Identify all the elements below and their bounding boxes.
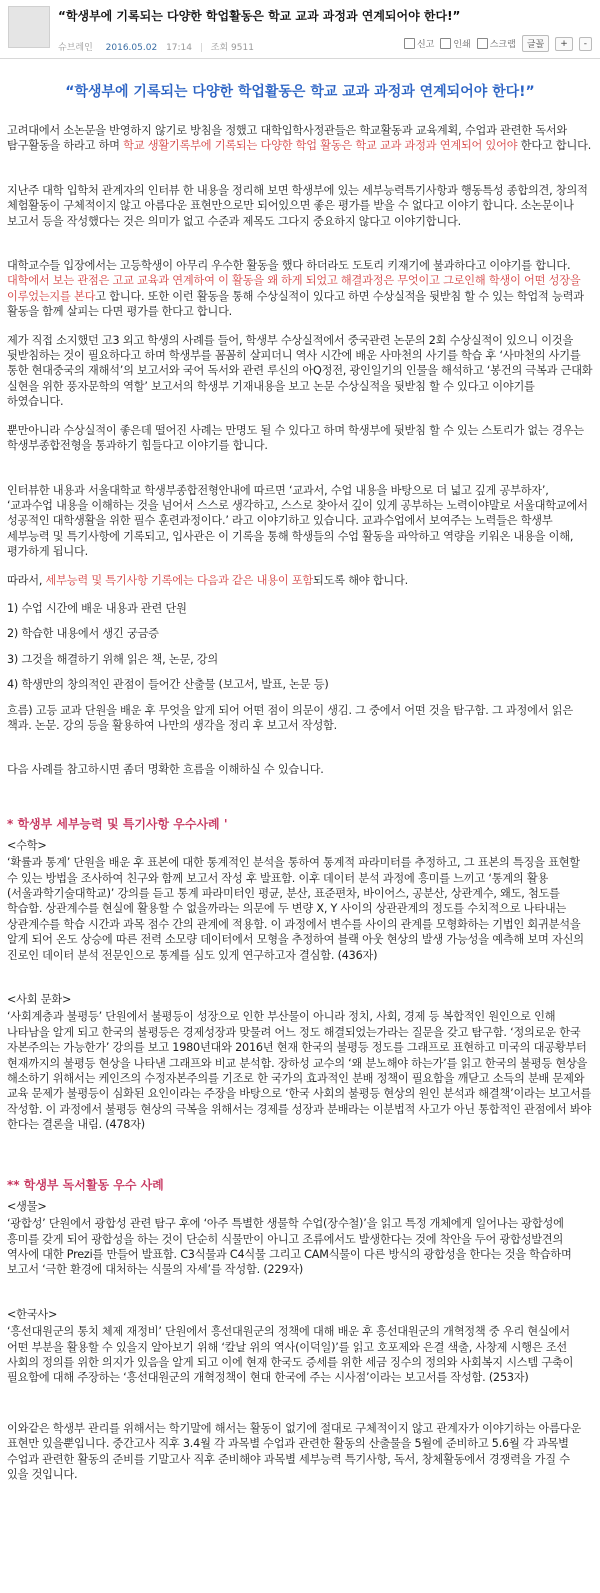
font-select-button[interactable]: 글꼴 (522, 35, 549, 52)
example-biology: ‘광합성’ 단원에서 광합성 관련 탐구 후에 ‘아주 특별한 생물학 수업(장수철)’을 읽고 특정 개체에게 일어나는 광합성에 흥미를 갖게 되어 광합성을 하는 것이 단순히 식물만이 아니고 조류에서도 발생한다는 것에 착안을 두어 광합성발견의 역사에 대한 Prezi를 만들어 발표함. C3식물과 C4식물 그리고 CAM식물이 다른 방식의 광합성을 한다는 것을 학습하며 보고서 ‘극한 환경에 대처하는 식물의 자세’를 작성함. (229자) (7, 1217, 572, 1277)
subject-label-social: <사회 문화> (7, 993, 72, 1007)
list-item: 1) 수업 시간에 배운 내용과 관련 단원 (7, 601, 187, 615)
subject-label-biology: <생물> (7, 1199, 47, 1213)
scrap-button[interactable] (477, 37, 516, 50)
text: 따라서, (7, 573, 46, 587)
paragraph-therefore (7, 573, 593, 588)
font-decrease-button[interactable]: - (579, 37, 592, 51)
text: 고려대에서 소논문을 반영하지 않기로 방침을 정했고 대학입학사정관들은 학교활동과 교육계획, 수업과 관련한 독서와 탐구활동을 하라고 하며 (7, 124, 568, 153)
author-name[interactable]: 슈브레인 (58, 43, 93, 53)
report-button[interactable] (404, 37, 434, 50)
example-social: ‘사회계층과 불평등’ 단원에서 불평등이 성장으로 인한 부산물이 아니라 정치, 사회, 경제 등 복합적인 원인으로 인해 나타남을 알게 되고 한국의 불평등은 경제성장과 맞물려 어느 정도 해결되었는가라는 질문을 갖고 탐구함. ‘정의로운 한국 자본주의는 가능한가’ 강의를 보고 1980년대와 2016년 현재 한국의 불평등 정도를 그래프로 표현하고 미국의 대공황부터 현재까지의 불평등 현상을 나타낸 그래프와 비교 분석함. 장하성 교수의 ‘왜 분노해야 하는가’를 읽고 한국의 불평등 현상을 해소하기 위해서는 케인즈의 수정자본주의를 기조로 한 국가의 효과적인 분배 정책이 필요함을 깨닫고 소득의 분배 문제와 교육 문제가 불평등이 심화된 요인이라는 주장을 바탕으로 ‘한국 사회의 불평등 현상의 원인 분석과 해결책’이라는 보고서를 작성함. 이 과정에서 불평등 현상의 극복을 위해서는 경제를 성장과 분배라는 이분법적 사고가 아닌 통합적인 관점에서 봐야 한다는 결론을 내림. (478자) (7, 1010, 592, 1132)
report-label: 신고 (416, 40, 435, 50)
print-button[interactable] (440, 37, 470, 50)
paragraph-interview: 지난주 대학 입학처 관계자의 인터뷰 한 내용을 정리해 보면 학생부에 있는 세부능력특기사항과 행동특성 종합의견, 창의적 체험활동이 구체적이지 않고 아름다운 표현만으로만 되어있으면 좋은 평가를 받을 수 없다고 이야기 합니다. 소논문이나 보고서 등을 작성했다는 것은 의미가 없고 수준과 제목도 그다지 중요하지 않다고 이야기합니다. (7, 183, 588, 228)
post-meta (58, 40, 254, 53)
text: 대학교수들 입장에서는 고등학생이 아무리 우수한 활동을 했다 하더라도 도토리 키재기에 불과하다고 이야기를 합니다. (7, 259, 571, 273)
print-icon (440, 38, 451, 49)
list-item: 2) 학습한 내용에서 생긴 궁금증 (7, 627, 159, 641)
post-title: “학생부에 기록되는 다양한 학업활동은 학교 교과 과정과 연계되어야 한다!” (58, 9, 461, 23)
scrap-label: 스크랩 (489, 40, 516, 50)
post-header (0, 0, 600, 59)
paragraph-case-study: 제가 직접 소지했던 고3 외고 학생의 사례를 들어, 학생부 수상실적에서 중국관련 논문의 2회 수상실적이 있으니 이것을 뒷받침하는 것이 필요하다고 하며 학생부를 꼼꼼히 살피더니 역사 시간에 배운 사마천의 사기를 학습 후 ‘사마천의 사기를 통한 현대중국의 재해석’의 보고서와 국어 독서와 관련 루신의 아Q정전, 광인일기의 인물을 해석하고 ‘봉건의 극복과 근대화 실현을 위한 풍자문학의 역할’ 보고서의 학생부 기재내용을 보고 논문 수상실적을 뒷받침 할 수 있다고 이야기를 하였습니다. (7, 333, 593, 409)
text: 한다고 합니다. (517, 139, 592, 153)
subject-label-math: <수학> (7, 838, 47, 852)
list-item: 4) 학생만의 창의적인 관점이 들어간 산출물 (보고서, 발표, 논문 등) (7, 678, 329, 692)
list-item: 3) 그것을 해결하기 위해 읽은 책, 논문, 강의 (7, 652, 219, 666)
section-title-reading-examples: ** 학생부 독서활동 우수 사례 (7, 1177, 164, 1192)
text: 고 합니다. 또한 이런 활동을 통해 수상실적이 있다고 하면 수상실적을 뒷받침 할 수 있는 학업적 능력과 활동을 함께 살피는 다면 평가를 한다고 합니다. (7, 289, 584, 319)
post-date: 2016.05.02 (105, 43, 158, 53)
highlight-text: 대학에서 보는 관점은 고교 교육과 연계하여 이 활동을 왜 하게 되었고 해결과정은 무엇이고 그로인해 학생이 어떤 성장을 이루었는지를 본다 (7, 274, 581, 303)
paragraph-snu-guide: 인터뷰한 내용과 서울대학교 학생부종합전형안내에 따르면 ‘교과서, 수업 내용을 바탕으로 더 넓고 깊게 공부하자’, ‘교과수업 내용을 이해하는 것을 넘어서 스스로 생각하고, 스스로 찾아서 깊이 있게 공부하는 노력이야말로 서울대학교에서 성공적인 대학생활을 위한 필수 훈련과정이다.’ 라고 이야기하고 있습니다. 교과수업에서 보여주는 노력들은 학생부 세부능력 및 특기사항에 기록되고, 입사관은 이 기록을 통해 학생들의 수업 활동을 파악하고 역량을 키워온 내용을 이해, 평가하게 됩니다. (7, 483, 588, 559)
section-title-detail-examples: * 학생부 세부능력 및 특기사항 우수사례 ' (7, 816, 228, 831)
article-headline: “학생부에 기록되는 다양한 학업활동은 학교 교과 과정과 연계되어야 한다!” (65, 84, 535, 100)
post-body (0, 81, 600, 1482)
scrap-icon (477, 38, 488, 49)
print-label: 인쇄 (453, 40, 471, 50)
meta-divider: | (199, 43, 203, 53)
paragraph-story: 뿐만아니라 수상실적이 좋은데 떨어진 사례는 만명도 될 수 있다고 하며 학생부에 뒷받침 할 수 있는 스토리가 없는 경우는 학생부종합전형을 통과하기 힘들다고 이야기를 합니다. (7, 423, 584, 453)
subject-label-history: <한국사> (7, 1307, 58, 1321)
example-math: ‘확률과 통계’ 단원을 배운 후 표본에 대한 통계적인 분석을 통하여 통계적 파라미터를 추정하고, 그 표본의 특징을 표현할 수 있는 방법을 조사하여 친구와 함께 보고서 작성 후 발표함. 이후 데이터 분석 과정에 흥미를 느끼고 ‘통계의 활용(서울과학기술대학교)’ 강의를 듣고 통계 파라미터인 평균, 분산, 표준편차, 바이어스, 공분산, 상관계수, 왜도, 첨도를 학습함. 상관계수를 현실에 활용할 수 없을까라는 의문에 두 변량 X, Y 사이의 상관관계의 정도를 수치적으로 나타내는 상관계수를 학습 시간과 과목 점수 간의 관계에 적용함. 이 과정에서 변수를 사이의 관계를 모형화하는 기법인 회귀분석을 알게 되어 온도 상승에 따른 전력 소모량 데이터에서 모형을 추정하여 블랙 아웃 현상의 발생 가능성을 예측해 보며 자신의 진로인 데이터 분석 전문인으로 통계를 심도 있게 연구하고자 결심함. (436자) (7, 856, 584, 962)
paragraph-professors (7, 258, 593, 320)
paragraph-refer: 다음 사례를 참고하시면 좀더 명확한 흐름을 이해하실 수 있습니다. (7, 763, 324, 777)
example-history: ‘흥선대원군의 통치 체제 재정비’ 단원에서 흥선대원군의 정책에 대해 배운 후 흥선대원군의 개혁정책 중 우리 현실에서 어떤 부분을 활용할 수 있을지 알아보기 위해 ‘칼날 위의 역사(이덕일)’를 읽고 호포제와 은결 색출, 사창제 시행은 조선 사회의 정의를 위한 의지가 있음을 알게 되고 이에 현재 한국도 증세를 위한 세금 징수의 정의와 사회복지 시스템 구축이 필요함에 대해 주장하는 ‘흥선대원군의 개혁정책이 현대 한국에 주는 시사점’이라는 보고서를 작성함. (253자) (7, 1325, 574, 1385)
report-icon (404, 38, 415, 49)
highlight-text: 세부능력 및 특기사항 기록에는 다음과 같은 내용이 포함 (45, 573, 314, 587)
post-time: 17:14 (166, 43, 192, 53)
paragraph-conclusion: 이와같은 학생부 관리를 위해서는 학기말에 해서는 활동이 없기에 절대로 구체적이지 않고 관계자가 이야기하는 아름다운 표현만 있을뿐입니다. 중간고사 직후 3.4월 각 과목별 수업과 관련한 활동의 산출물을 5월에 준비하고 5.6월 각 과목별 수업과 관련한 활동의 준비를 기말고사 직후 준비해야 과목별 세부능력 특기사항, 독서, 창체활동에서 경쟁력을 가질 수 있을 것입니다. (7, 1421, 581, 1481)
text: 되도록 해야 합니다. (313, 573, 408, 587)
paragraph-flow: 흐름) 고등 교과 단원을 배운 후 무엇을 알게 되어 어떤 점이 의문이 생김. 그 중에서 어떤 것을 탐구함. 그 과정에서 읽은 책과. 논문. 강의 등을 활용하여 나만의 생각을 정리 후 보고서 작성함. (7, 703, 573, 732)
paragraph-intro (7, 123, 593, 154)
post-actions (404, 35, 592, 52)
font-increase-button[interactable]: + (555, 37, 573, 51)
avatar (8, 6, 50, 48)
view-count: 조회 9511 (210, 43, 254, 53)
highlight-text: 학교 생활기록부에 기록되는 다양한 학업 활동은 학교 교과 과정과 연계되어 있어야 (123, 139, 518, 153)
